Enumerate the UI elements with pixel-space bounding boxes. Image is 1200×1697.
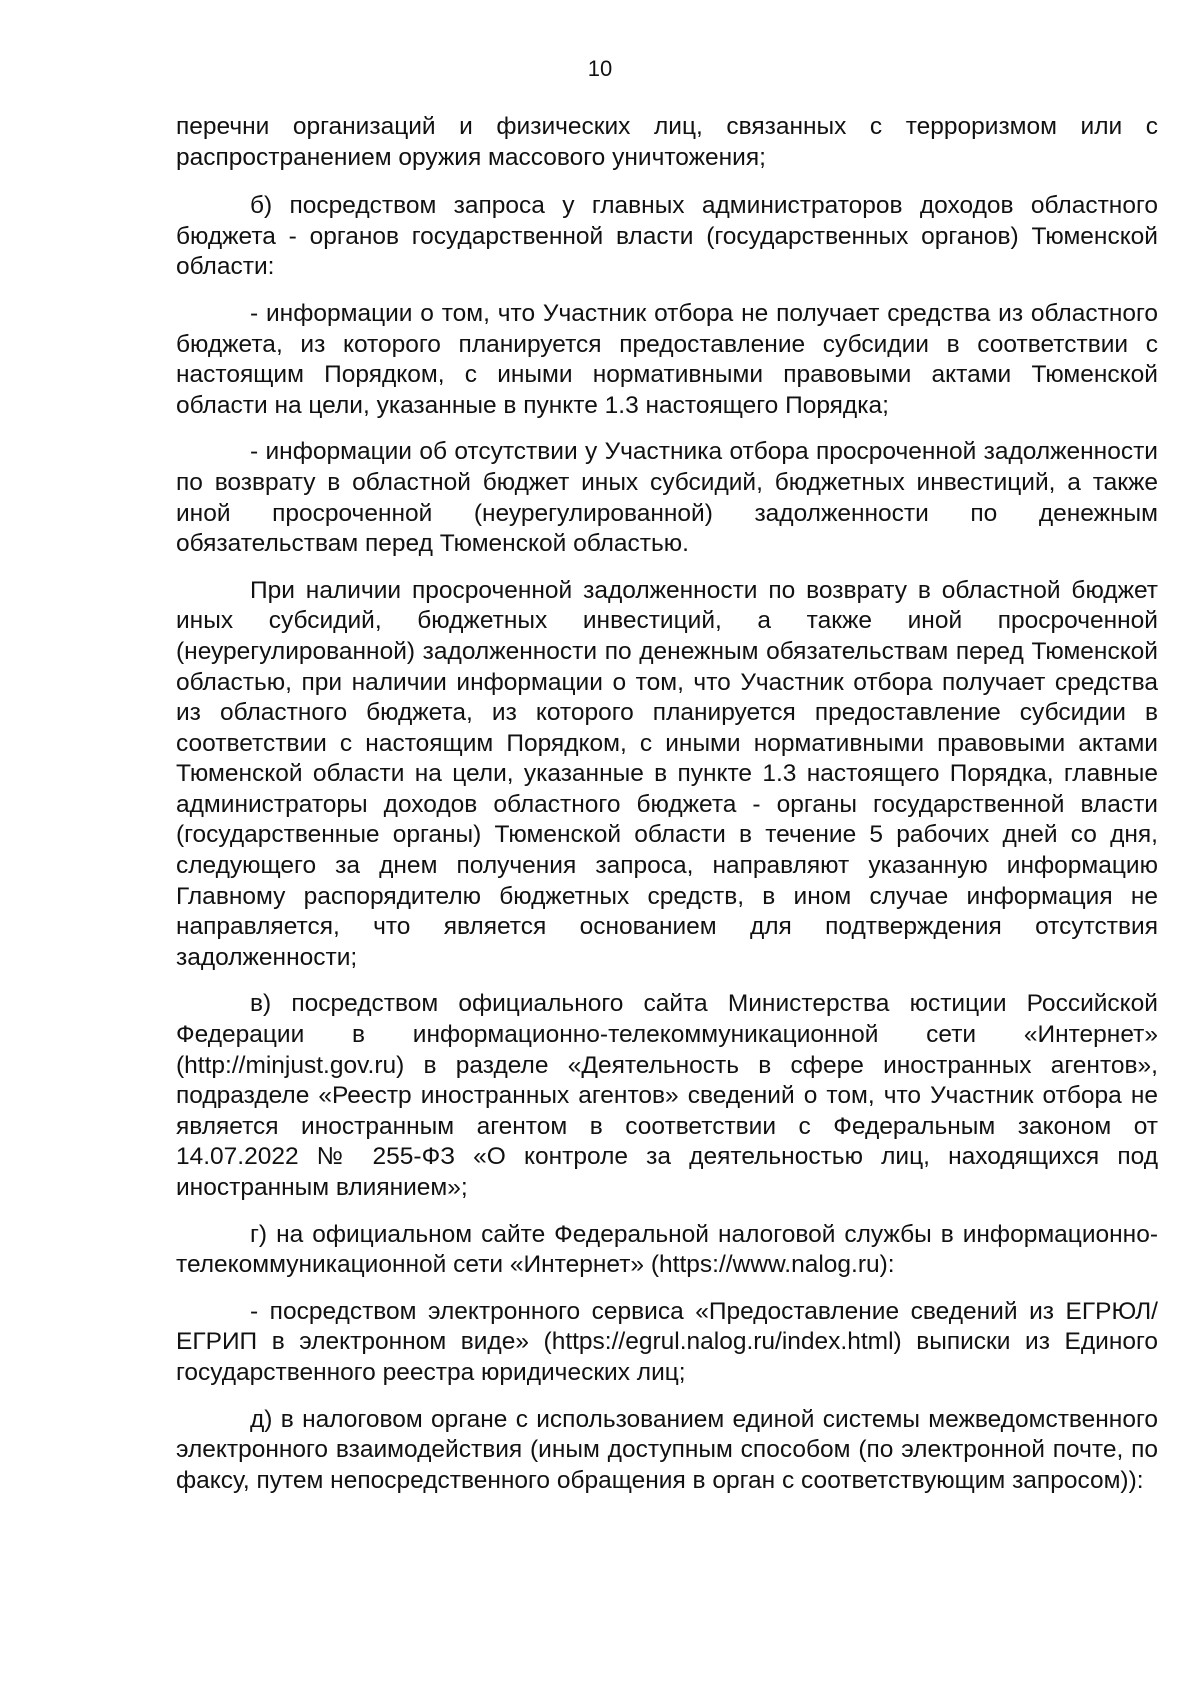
paragraph-item-b: б) посредством запроса у главных администраторов доходов областного бюджета - органов государственной власти (государственных органов) Тюменской области:	[176, 192, 1158, 281]
paragraph-subitem-egrul: - посредством электронного сервиса «Предоставление сведений из ЕГРЮЛ/ЕГРИП в электронном виде» (https://egrul.nalog.ru/index.html) выписки из Единого государственного реестра юридических лиц;	[176, 1297, 1158, 1386]
paragraph-subitem-no-debt: - информации об отсутствии у Участника отбора просроченной задолженности по возврату в областной бюджет иных субсидий, бюджетных инвестиций, а также иной просроченной (неурегулированной) задолженности по денежным обязательствам перед Тюменской областью.	[176, 438, 1158, 558]
paragraph-item-v: в) посредством официального сайта Министерства юстиции Российской Федерации в информационно-телекоммуникационной сети «Интернет» (http://minjust.gov.ru) в разделе «Деятельность в сфере иностранных агентов», подразделе «Реестр иностранных агентов» сведений о том, что Участник отбора не является иностранным агентом в соответствии с Федеральным законом от 14.07.2022 № 255-ФЗ «О контроле за деятельностью лиц, находящихся под иностранным влиянием»;	[176, 990, 1158, 1201]
paragraph-continuation: перечни организаций и физических лиц, связанных с терроризмом или с распространением оружия массового уничтожения;	[176, 113, 1158, 171]
paragraph-overdue-debt: При наличии просроченной задолженности по возврату в областной бюджет иных субсидий, бюджетных инвестиций, а также иной просроченной (неурегулированной) задолженности по денежным обязательствам перед Тюменской областью, при наличии информации о том, что Участник отбора получает средства из областного бюджета, из которого планируется предоставление субсидии в соответствии с настоящим Порядком, с иными нормативными правовыми актами Тюменской области на цели, указанные в пункте 1.3 настоящего Порядка, главные администраторы доходов областного бюджета - органы государственной власти (государственные органы) Тюменской области в течение 5 рабочих дней со дня, следующего за днем получения запроса, направляют указанную информацию Главному распорядителю бюджетных средств, в ином случае информация не направляется, что является основанием для подтверждения отсутствия задолженности;	[176, 576, 1158, 971]
paragraph-item-g: г) на официальном сайте Федеральной налоговой службы в информационно-телекоммуникационной сети «Интернет» (https://www.nalog.ru):	[176, 1220, 1158, 1279]
paragraph-item-d: д) в налоговом органе с использованием единой системы межведомственного электронного взаимодействия (иным доступным способом (по электронной почте, по факсу, путем непосредственного обращения в орган с соответствующим запросом)):	[176, 1405, 1158, 1494]
paragraph-subitem-no-funds: - информации о том, что Участник отбора не получает средства из областного бюджета, из которого планируется предоставление субсидии в соответствии с настоящим Порядком, с иными нормативными правовыми актами Тюменской области на цели, указанные в пункте 1.3 настоящего Порядка;	[176, 299, 1158, 419]
document-body	[176, 112, 1158, 1512]
page-number: 10	[587, 56, 613, 81]
